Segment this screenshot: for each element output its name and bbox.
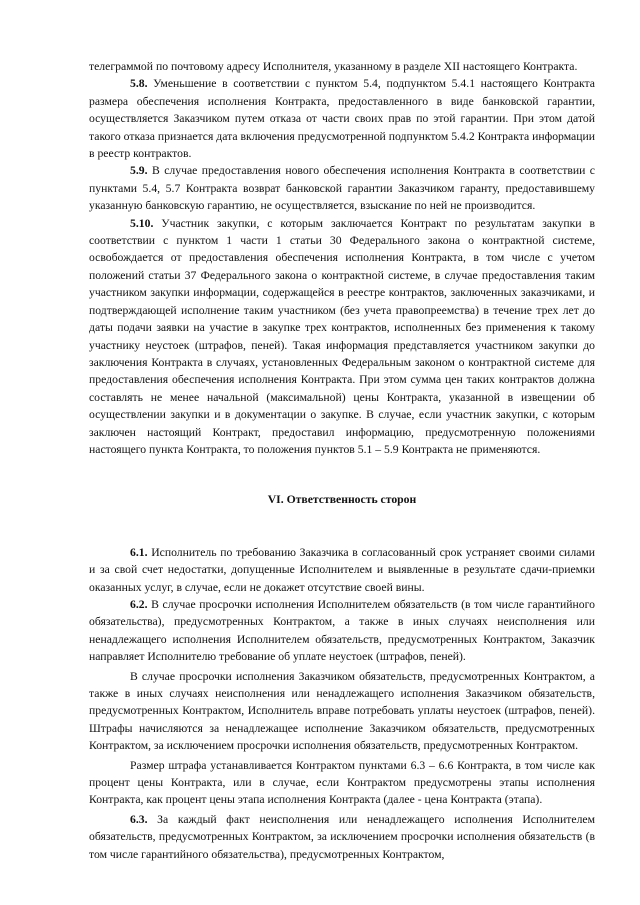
clause-number: 5.8.: [130, 77, 148, 91]
paragraph-5-8: [89, 75, 595, 162]
paragraph-6-2-b: [89, 668, 595, 755]
clause-number: 6.3.: [130, 812, 148, 826]
spacer: [89, 458, 595, 491]
clause-number: 5.10.: [130, 216, 154, 230]
section-title: VI. Ответственность сторон: [267, 493, 417, 507]
document-body: [89, 58, 595, 863]
paragraph-5-9: [89, 162, 595, 214]
paragraph-text: Исполнитель по требованию Заказчика в согласованный срок устраняет своими силами и за свой счет недостатки, допущенные Исполнителем и выявленные в результате сдачи-приемки оказанных услуг, в случае, если не докажет отсутствие своей вины.: [89, 545, 595, 594]
paragraph-6-1: [89, 544, 595, 596]
clause-number: 6.2.: [130, 597, 148, 611]
paragraph-text: Участник закупки, с которым заключается Контракт по результатам закупки в соответствии с пунктом 1 части 1 статьи 30 Федерального закона о контрактной системе, освобождается от предоставления обеспечения исполнения Контракта, в том числе с учетом положений статьи 37 Федерального закона о контрактной системе, в случае предоставления таким участником закупки информации, содержащейся в реестре контрактов, заключенных заказчиками, и подтверждающей исполнение таким участником (без учета правопреемства) в течение трех лет до даты подачи заявки на участие в закупке трех контрактов, исполненных без применения к такому участнику неустоек (штрафов, пеней). Такая информация представляется участником закупки до заключения Контракта в случаях, установленных Федеральным законом о контрактной системе для предоставления обеспечения исполнения Контракта. При этом сумма цен таких контрактов должна составлять не менее начальной (максимальной) цены Контракта, указанной в извещении об осуществлении закупки и в документации о закупке. В случае, если участник закупки, с которым заключен настоящий Контракт, предоставил информацию, предусмотренную положениями настоящего пункта Контракта, то положения пунктов 5.1 – 5.9 Контракта не применяются.: [89, 216, 595, 456]
paragraph-text: За каждый факт неисполнения или ненадлежащего исполнения Исполнителем обязательств, предусмотренных Контрактом, за исключением просрочки исполнения обязательств (в том числе гарантийного обязательства), предусмотренных Контрактом,: [89, 812, 595, 861]
paragraph-text: В случае предоставления нового обеспечения исполнения Контракта в соответствии с пунктами 5.4, 5.7 Контракта возврат банковской гарантии Заказчиком гаранту, предоставившему указанную банковскую гарантию, не осуществляется, взыскание по ней не производится.: [89, 164, 595, 213]
paragraph-6-3: [89, 811, 595, 863]
paragraph-text: В случае просрочки исполнения Заказчиком обязательств, предусмотренных Контрактом, а также в иных случаях неисполнения или ненадлежащего исполнения Заказчиком обязательств, предусмотренных Контрактом, Исполнитель вправе потребовать уплаты неустоек (штрафов, пеней). Штрафы начисляются за ненадлежащее исполнение Заказчиком обязательств, предусмотренных Контрактом, за исключением просрочки исполнения обязательств, предусмотренных Контрактом.: [89, 669, 595, 753]
spacer: [89, 509, 595, 544]
paragraph-6-2: [89, 596, 595, 666]
paragraph-text: Размер штрафа устанавливается Контрактом пунктами 6.3 – 6.6 Контракта, в том числе как процент цены Контракта, или в случае, если Контрактом предусмотрены этапы исполнения Контракта, как процент цены этапа исполнения Контракта (далее - цена Контракта (этапа).: [89, 758, 595, 807]
clause-number: 6.1.: [130, 545, 148, 559]
paragraph-5-10: [89, 215, 595, 459]
paragraph-continuation: [89, 58, 595, 75]
clause-number: 5.9.: [130, 164, 148, 178]
paragraph-text: телеграммой по почтовому адресу Исполнителя, указанному в разделе XII настоящего Контракта.: [89, 60, 578, 73]
paragraph-text: Уменьшение в соответствии с пунктом 5.4, подпунктом 5.4.1 настоящего Контракта размера обеспечения исполнения Контракта, предоставленного в виде банковской гарантии, осуществляется Заказчиком путем отказа от части своих прав по этой гарантии. При этом датой такого отказа признается дата включения предусмотренной подпунктом 5.4.2 Контракта информации в реестр контрактов.: [89, 77, 595, 161]
paragraph-text: В случае просрочки исполнения Исполнителем обязательств (в том числе гарантийного обязательства), предусмотренных Контрактом, а также в иных случаях неисполнения или ненадлежащего исполнения Исполнителем обязательств, предусмотренных Контрактом, Заказчик направляет Исполнителю требование об уплате неустоек (штрафов, пеней).: [89, 597, 595, 664]
paragraph-6-2-c: [89, 757, 595, 809]
